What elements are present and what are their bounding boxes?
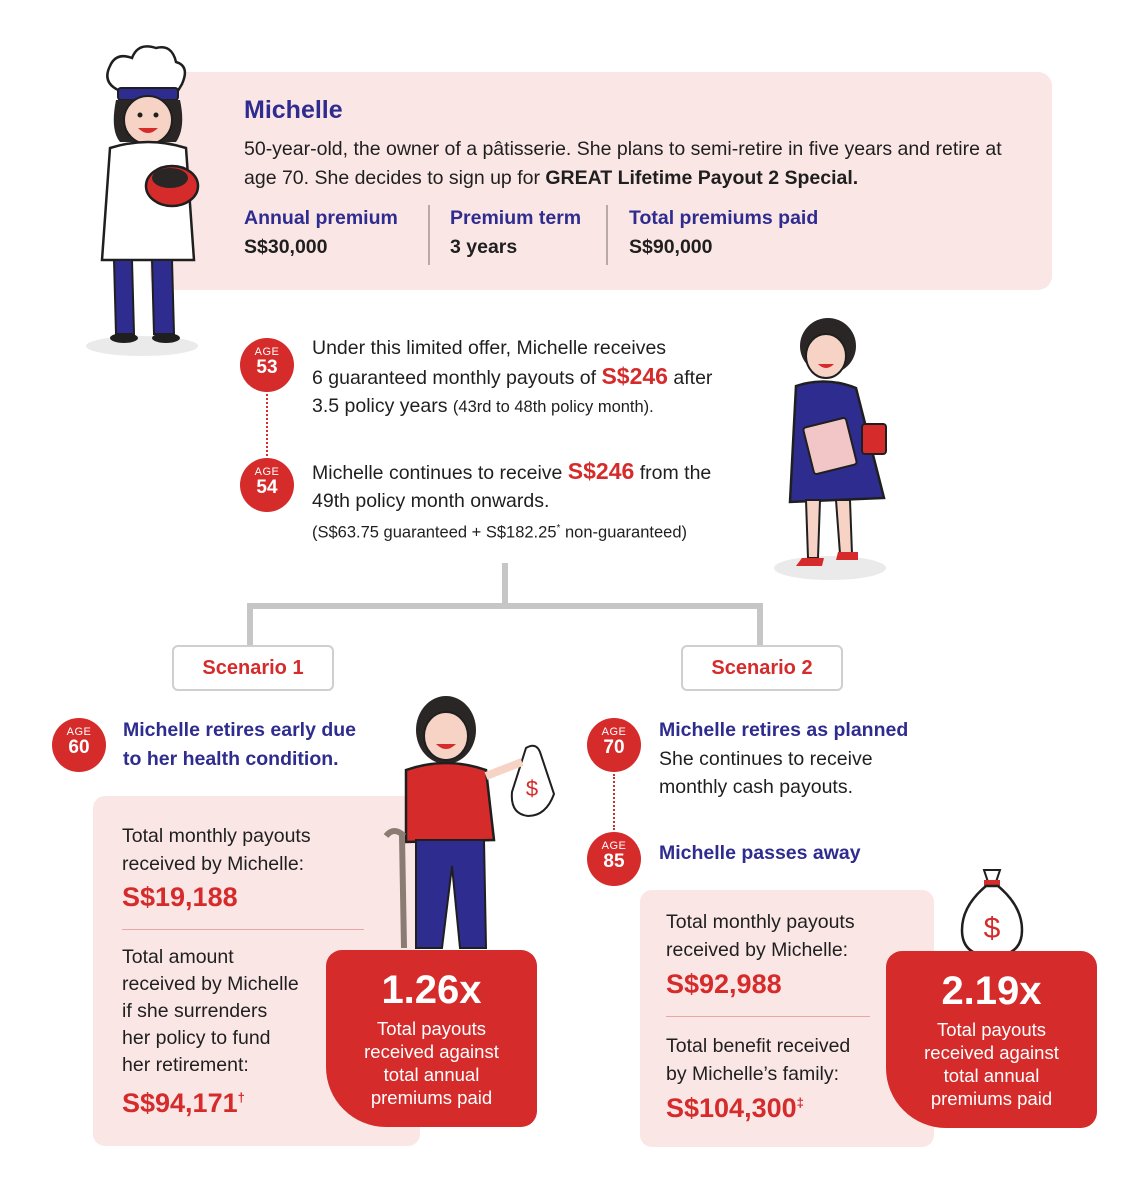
scenario1-surrender-label: Total amount received by Michelle if she surrenders her policy to fund her retirement: [122, 946, 299, 1076]
stat-annual-premium: Annual premium S$30,000 [244, 207, 398, 258]
stat-divider [428, 205, 430, 265]
age53-text: Under this limited offer, Michelle receives 6 guaranteed monthly payouts of S$246 after 3.5 policy years (43rd to 48th policy month). [312, 337, 713, 417]
panel-divider [666, 1016, 870, 1017]
shopping-woman-illustration [766, 312, 894, 582]
scenario1-payout-amount: S$19,188 [122, 882, 238, 912]
scenario1-payout-label: Total monthly payouts received by Michelle: [122, 825, 311, 875]
stat-total-premiums: Total premiums paid S$90,000 [629, 207, 819, 258]
scenario2-benefit-amount: S$104,300‡ [666, 1093, 804, 1123]
timeline-dotted-line [266, 394, 268, 456]
profile-description: 50-year-old, the owner of a pâtisserie. She plans to semi-retire in five years and retire at age 70. She decides to sign up for GREAT Lifetime Payout 2 Special. [244, 138, 1002, 189]
tree-right-drop [757, 603, 763, 647]
scenario1-title: Michelle retires early due to her health condition. [123, 719, 357, 770]
scenario2-title-2: Michelle passes away [659, 842, 861, 864]
profile-name: Michelle [244, 96, 343, 124]
svg-text:$: $ [525, 776, 539, 801]
age54-text: Michelle continues to receive S$246 from the 49th policy month onwards. (S$63.75 guaranteed + S$182.25* non-guaranteed) [312, 458, 712, 542]
money-bag-icon [956, 864, 1028, 960]
scenario2-payout-label: Total monthly payouts received by Michelle: [666, 911, 855, 961]
chef-illustration [80, 38, 210, 358]
stat-premium-term: Premium term 3 years [450, 207, 582, 258]
scenario1-surrender-amount: S$94,171† [122, 1088, 245, 1118]
scenario2-title-block: Michelle retires as planned She continues to receive monthly cash payouts. [659, 719, 909, 798]
age-badge-54: AGE 54 [240, 458, 294, 512]
tree-stem [502, 563, 508, 607]
age-badge-70: AGE 70 [587, 718, 641, 772]
scenario2-benefit-label: Total benefit received by Michelle’s family: [666, 1035, 851, 1085]
scenario-2-label: Scenario 2 [681, 645, 843, 691]
age-badge-85: AGE 85 [587, 832, 641, 886]
scenario2-ratio-box: 2.19x Total payouts received against total annual premiums paid [886, 951, 1097, 1128]
scenario1-ratio-box: 1.26x Total payouts received against total annual premiums paid [326, 950, 537, 1127]
age-badge-53: AGE 53 [240, 338, 294, 392]
svg-text:$: $ [983, 912, 1001, 945]
scenario-1-label: Scenario 1 [172, 645, 334, 691]
elderly-woman-illustration [376, 686, 562, 958]
panel-divider [122, 929, 364, 930]
stat-divider [606, 205, 608, 265]
tree-branch [247, 603, 763, 609]
age-badge-60: AGE 60 [52, 718, 106, 772]
timeline-dotted-line [613, 774, 615, 830]
scenario2-payout-amount: S$92,988 [666, 969, 782, 999]
tree-left-drop [247, 603, 253, 647]
